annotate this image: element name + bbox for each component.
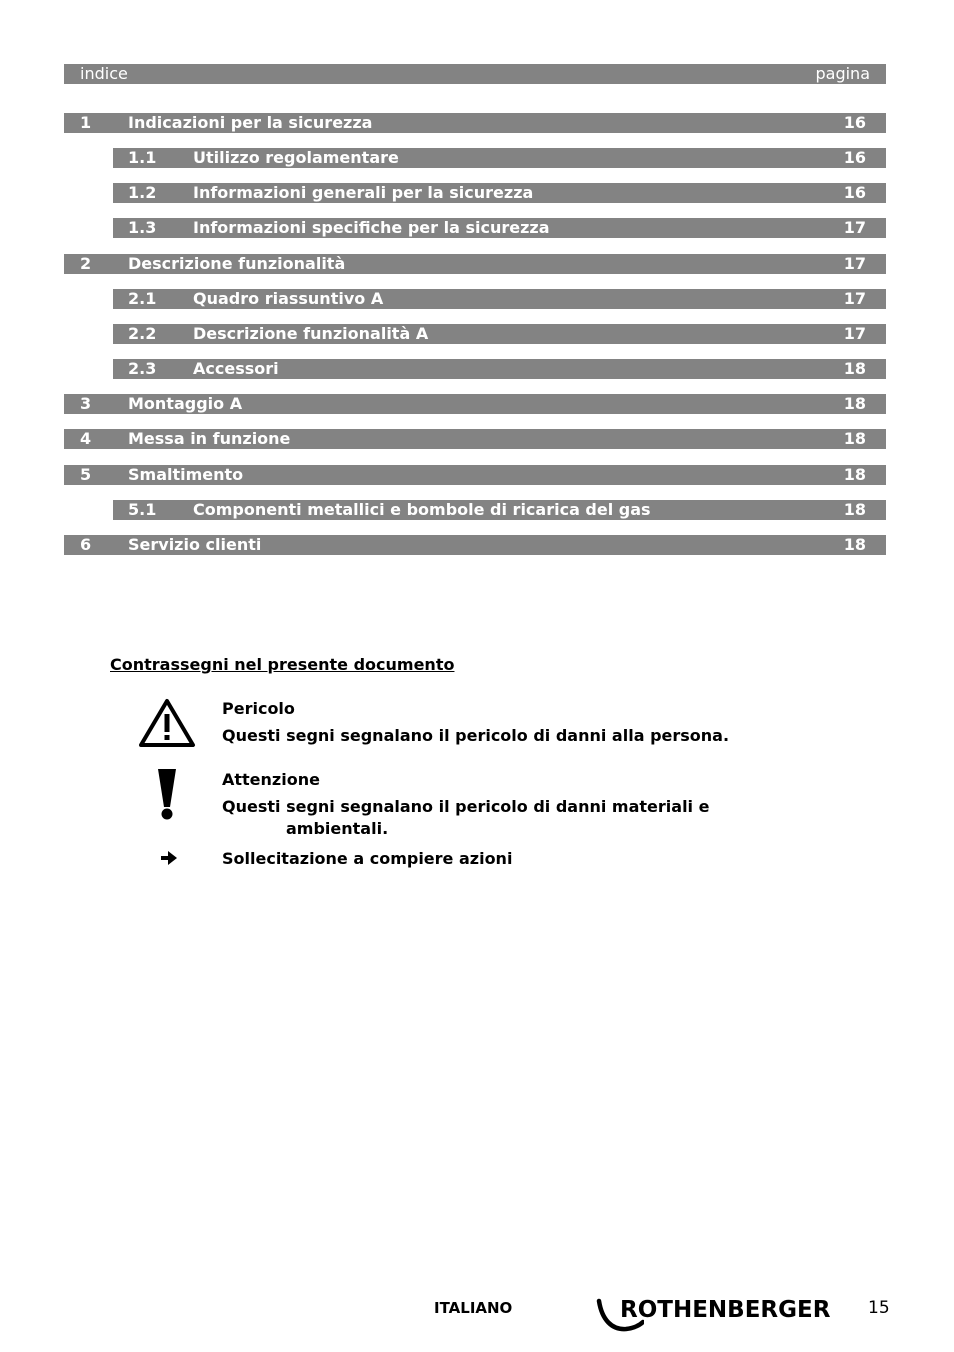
toc-entry-page: 17	[843, 289, 866, 308]
danger-text: Questi segni segnalano il pericolo di danni alla persona.	[222, 726, 730, 745]
arrow-right-icon	[161, 851, 177, 865]
toc-entry-2[interactable]	[64, 254, 886, 274]
toc-entry-title: Servizio clienti	[128, 535, 262, 554]
toc-entry-number: 1.3	[128, 218, 157, 237]
toc-entry-title: Descrizione funzionalità A	[193, 324, 429, 343]
toc-entry-number: 2	[80, 254, 92, 273]
toc-entry-6[interactable]	[64, 535, 886, 555]
toc-entry-4[interactable]	[64, 429, 886, 449]
toc-entry-1[interactable]	[64, 113, 886, 133]
toc-entry-number: 1.1	[128, 148, 157, 167]
toc-entry-title: Informazioni generali per la sicurezza	[193, 183, 534, 202]
toc-entry-number: 3	[80, 394, 92, 413]
toc-entry-page: 16	[843, 148, 866, 167]
action-text: Sollecitazione a compiere azioni	[222, 849, 513, 868]
toc-entry-3[interactable]	[64, 394, 886, 414]
toc-entry-page: 17	[843, 218, 866, 237]
caution-text	[222, 796, 709, 840]
toc-entry-page: 18	[843, 465, 866, 484]
toc-entry-page: 18	[843, 500, 866, 519]
toc-entry-title: Informazioni specifiche per la sicurezza	[193, 218, 550, 237]
brand-name: ROTHENBERGER	[620, 1297, 831, 1323]
toc-entry-page: 18	[843, 394, 866, 413]
toc-entry-title: Utilizzo regolamentare	[193, 148, 399, 167]
toc-entry-number: 1	[80, 113, 92, 132]
exclamation-icon	[156, 769, 178, 821]
toc-entry-title: Messa in funzione	[128, 429, 291, 448]
danger-title: Pericolo	[222, 699, 295, 718]
toc-entry-number: 4	[80, 429, 92, 448]
toc-entry-5[interactable]	[64, 465, 886, 485]
toc-entry-title: Montaggio A	[128, 394, 243, 413]
footer-language: ITALIANO	[434, 1299, 513, 1317]
toc-entry-title: Quadro riassuntivo A	[193, 289, 384, 308]
toc-entry-1-1[interactable]	[113, 148, 886, 168]
toc-entry-page: 17	[843, 254, 866, 273]
toc-entry-2-1[interactable]	[113, 289, 886, 309]
brand-logo	[596, 1296, 836, 1332]
toc-entry-number: 5.1	[128, 500, 157, 519]
toc-entry-number: 2.1	[128, 289, 157, 308]
toc-entry-title: Smaltimento	[128, 465, 244, 484]
toc-entry-2-2[interactable]	[113, 324, 886, 344]
toc-entry-page: 18	[843, 429, 866, 448]
caution-text-line2: ambientali.	[286, 819, 389, 838]
toc-entry-2-3[interactable]	[113, 359, 886, 379]
warning-triangle-icon	[138, 697, 196, 749]
toc-entry-page: 17	[843, 324, 866, 343]
toc-entry-number: 6	[80, 535, 92, 554]
toc-entry-title: Accessori	[193, 359, 279, 378]
toc-entry-number: 2.2	[128, 324, 157, 343]
legend-title: Contrassegni nel presente documento	[110, 655, 455, 674]
toc-entry-title: Descrizione funzionalità	[128, 254, 346, 273]
caution-text-line1: Questi segni segnalano il pericolo di danni materiali e	[222, 797, 710, 816]
toc-entry-5-1[interactable]	[113, 500, 886, 520]
toc-entry-number: 1.2	[128, 183, 157, 202]
toc-entry-title: Indicazioni per la sicurezza	[128, 113, 373, 132]
caution-title: Attenzione	[222, 770, 320, 789]
toc-entry-1-3[interactable]	[113, 218, 886, 238]
toc-entry-number: 5	[80, 465, 92, 484]
toc-header	[64, 64, 886, 84]
toc-header-index-label: indice	[80, 64, 128, 83]
page-number: 15	[868, 1298, 890, 1318]
toc-entry-page: 18	[843, 359, 866, 378]
toc-entry-page: 16	[843, 113, 866, 132]
toc-header-page-label: pagina	[815, 64, 870, 83]
toc-entry-page: 18	[843, 535, 866, 554]
toc-entry-1-2[interactable]	[113, 183, 886, 203]
toc-entry-number: 2.3	[128, 359, 157, 378]
toc-entry-title: Componenti metallici e bombole di ricarica del gas	[193, 500, 651, 519]
toc-entry-page: 16	[843, 183, 866, 202]
